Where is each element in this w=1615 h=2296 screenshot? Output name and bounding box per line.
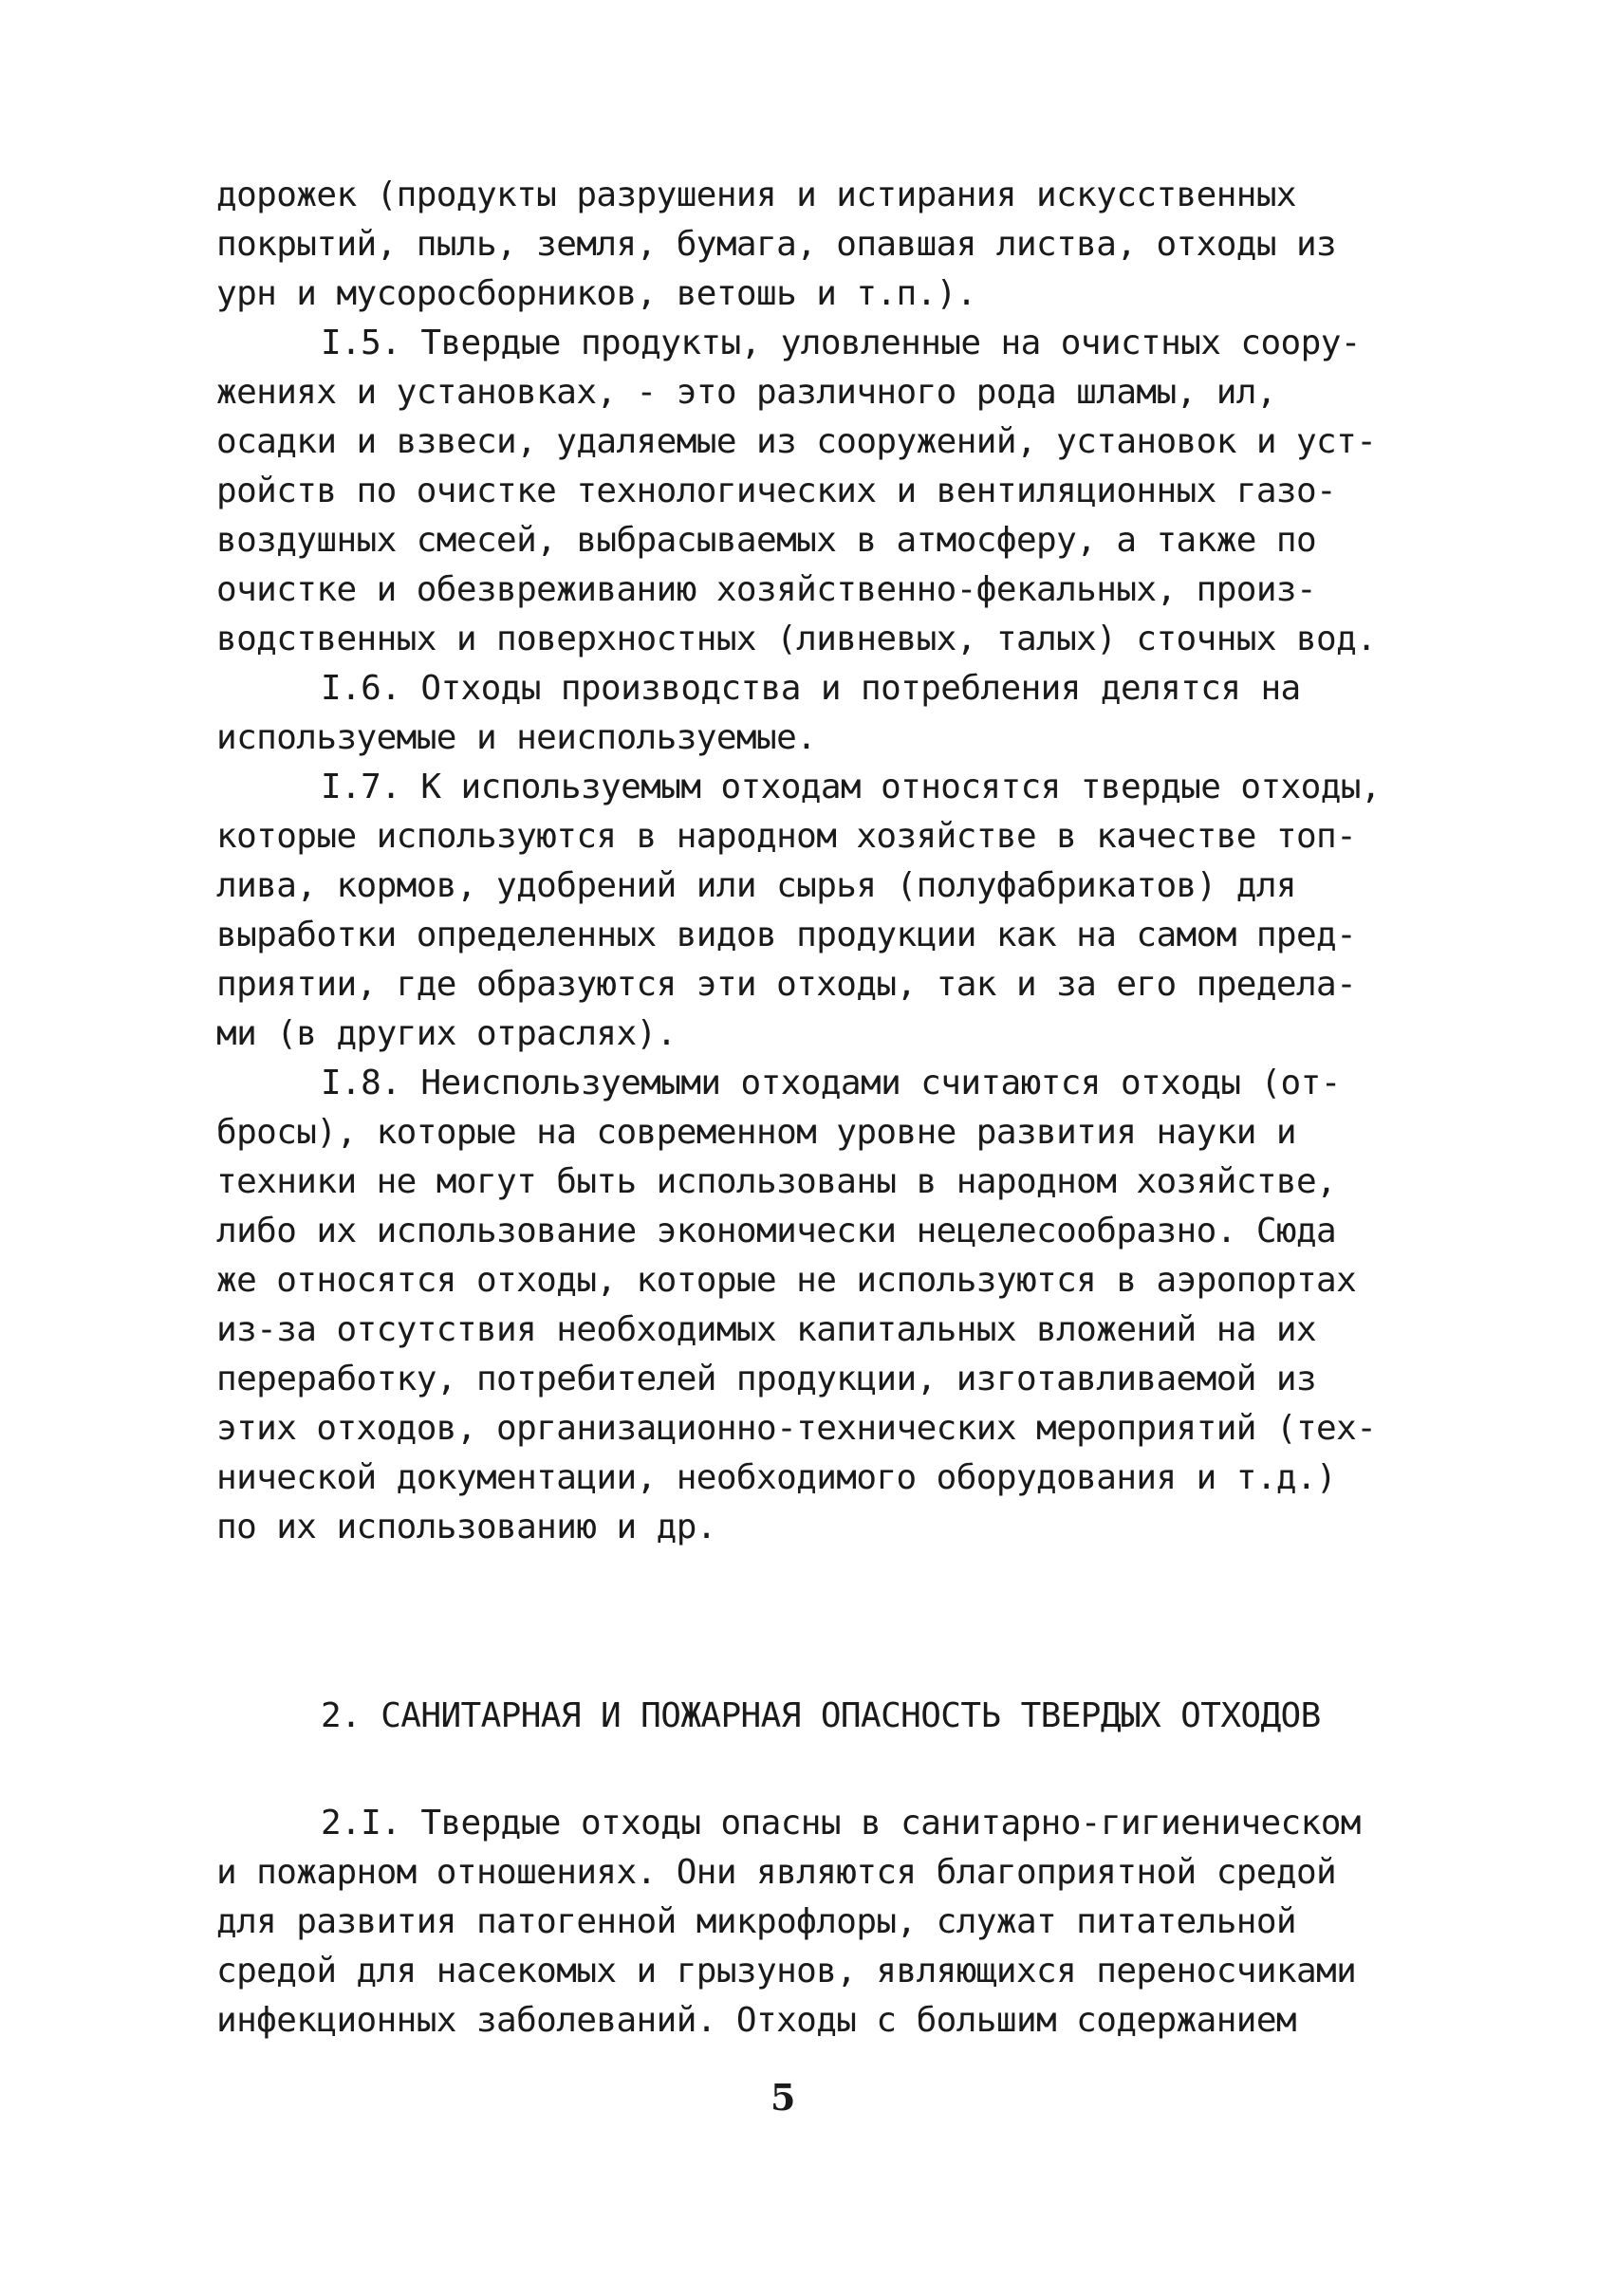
text-line: для развития патогенной микрофлоры, служат питательной [216,1902,1296,1941]
page-number: 5 [770,2076,796,2119]
section-2-heading: 2. САНИТАРНАЯ И ПОЖАРНАЯ ОПАСНОСТЬ ТВЕРДЫХ ОТХОДОВ [321,1696,1321,1735]
paragraph-1-5-start: I.5. Твердые продукты, уловленные на очистных соору- [321,324,1361,362]
text-line: либо их использование экономически нецелесообразно. Сюда [216,1212,1337,1250]
text-line: из-за отсутствия необходимых капитальных вложений на их [216,1310,1317,1349]
text-line: инфекционных заболеваний. Отходы с большим содержанием [216,2001,1296,2040]
text-line: жениях и установках, - это различного рода шламы, ил, [216,373,1276,412]
text-line: средой для насекомых и грызунов, являющихся переносчиками [216,1952,1357,1990]
text-line: бросы), которые на современном уровне развития науки и [216,1113,1296,1152]
paragraph-1-6-start: I.6. Отходы производства и потребления делятся на [321,669,1301,708]
text-line: этих отходов, организационно-технических мероприятий (тех- [216,1409,1377,1448]
text-line: которые используются в народном хозяйстве в качестве топ- [216,817,1357,856]
text-line: переработку, потребителей продукции, изготавливаемой из [216,1360,1317,1398]
text-line: нической документации, необходимого оборудования и т.д.) [216,1458,1337,1497]
text-line: используемые и неиспользуемые. [216,718,817,757]
section-2-body [216,1799,1412,2046]
text-line: же относятся отходы, которые не используются в аэропортах [216,1261,1357,1300]
text-line: ройств по очистке технологических и вентиляционных газо- [216,472,1337,510]
text-line: очистке и обезвреживанию хозяйственно-фекальных, произ- [216,570,1317,609]
text-line: покрытий, пыль, земля, бумага, опавшая листва, отходы из [216,225,1337,264]
text-line: ми (в других отраслях). [216,1014,677,1053]
text-line: и пожарном отношениях. Они являются благоприятной средой [216,1853,1337,1892]
text-line: осадки и взвеси, удаляемые из сооружений, установок и уст- [216,422,1377,461]
text-line: техники не могут быть использованы в народном хозяйстве, [216,1162,1337,1201]
section-1-body [216,171,1412,1552]
paragraph-1-8-start: I.8. Неиспользуемыми отходами считаются отходы (от- [321,1064,1341,1102]
text-line: воздушных смесей, выбрасываемых в атмосферу, а также по [216,521,1317,560]
paragraph-2-1-start: 2.I. Твердые отходы опасны в санитарно-гигиеническом [321,1804,1361,1842]
text-line: по их использованию и др. [216,1508,716,1546]
text-line: водственных и поверхностных (ливневых, талых) сточных вод. [216,620,1377,658]
text-line: лива, кормов, удобрений или сырья (полуфабрикатов) для [216,866,1296,905]
text-line: урн и мусоросборников, ветошь и т.п.). [216,274,976,313]
paragraph-1-7-start: I.7. К используемым отходам относятся твердые отходы, [321,768,1381,806]
text-line: выработки определенных видов продукции как на самом пред- [216,916,1357,954]
text-line: дорожек (продукты разрушения и истирания искусственных [216,176,1296,214]
text-line: приятии, где образуются эти отходы, так и за его предела- [216,965,1357,1004]
